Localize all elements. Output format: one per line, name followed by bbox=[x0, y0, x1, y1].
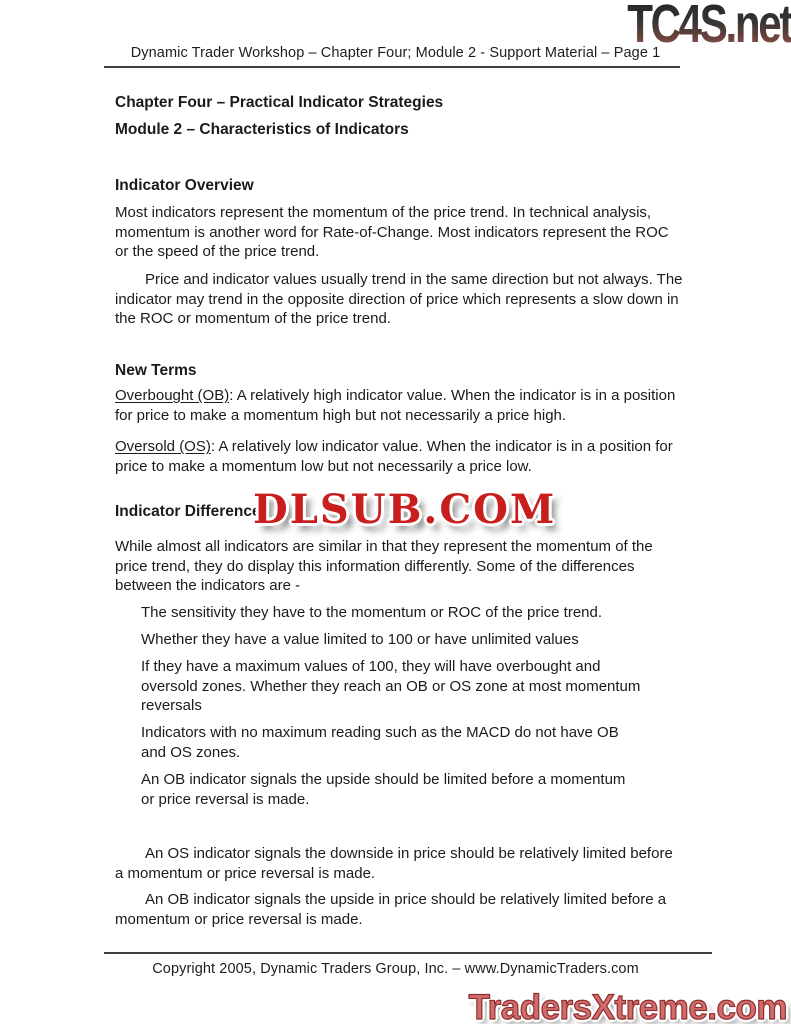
dlsub-watermark-logo: DLSUB.COM bbox=[253, 486, 557, 533]
difference-item-2: Whether they have a value limited to 100 or have unlimited values bbox=[141, 631, 579, 648]
indicator-overview-heading: Indicator Overview bbox=[115, 177, 254, 194]
footer-rule bbox=[104, 952, 712, 954]
tradersxtreme-watermark-logo: TradersXtreme.com bbox=[468, 988, 787, 1024]
closing-paragraph-os: An OS indicator signals the downside in price should be relatively limited before a momentum or price reversal is made. bbox=[115, 845, 673, 882]
term-overbought-paragraph bbox=[115, 386, 683, 425]
difference-item-3: If they have a maximum values of 100, they will have overbought and oversold zones. Whether they reach an OB or OS zone at most momentum reversals bbox=[141, 658, 641, 714]
chapter-title: Chapter Four – Practical Indicator Strategies bbox=[115, 94, 444, 111]
term-overbought: Overbought (OB) bbox=[115, 387, 230, 404]
term-oversold-definition: : A relatively low indicator value. When the indicator is in a position for price to make a momentum low but not necessarily a price low. bbox=[115, 438, 673, 475]
page-running-footer: Copyright 2005, Dynamic Traders Group, Inc. – www.DynamicTraders.com bbox=[152, 961, 639, 977]
overview-paragraph-1: Most indicators represent the momentum of the price trend. In technical analysis, momentum is another word for Rate-of-Change. Most indicators represent the ROC or the speed of the price trend. bbox=[115, 204, 669, 260]
page-running-header: Dynamic Trader Workshop – Chapter Four; Module 2 - Support Material – Page 1 bbox=[130, 45, 661, 61]
term-oversold: Oversold (OS) bbox=[115, 438, 211, 455]
closing-paragraph-ob: An OB indicator signals the upside in price should be relatively limited before a momentum or price reversal is made. bbox=[115, 891, 667, 928]
header-rule bbox=[104, 66, 680, 68]
difference-item-1: The sensitivity they have to the momentum or ROC of the price trend. bbox=[141, 604, 603, 621]
overview-paragraph-2: Price and indicator values usually trend in the same direction but not always. The indicator may trend in the opposite direction of price which represents a slow down in the ROC or momentum of the price trend. bbox=[115, 271, 683, 327]
difference-item-5: An OB indicator signals the upside should be limited before a momentum or price reversal is made. bbox=[141, 771, 626, 808]
new-terms-heading: New Terms bbox=[115, 362, 197, 379]
term-overbought-definition: : A relatively high indicator value. When the indicator is in a position for price to make a momentum high but not necessarily a price high. bbox=[115, 387, 676, 424]
term-oversold-paragraph bbox=[115, 437, 683, 476]
indicator-differences-heading: Indicator Differences bbox=[115, 503, 270, 520]
tc4s-watermark-logo: TC4S.net bbox=[627, 0, 791, 55]
differences-intro-paragraph: While almost all indicators are similar in that they represent the momentum of the price trend, they do display this information differently. Some of the differences between the indicators are - bbox=[115, 538, 653, 594]
difference-item-4: Indicators with no maximum reading such as the MACD do not have OB and OS zones. bbox=[141, 724, 619, 761]
module-title: Module 2 – Characteristics of Indicators bbox=[115, 121, 409, 138]
